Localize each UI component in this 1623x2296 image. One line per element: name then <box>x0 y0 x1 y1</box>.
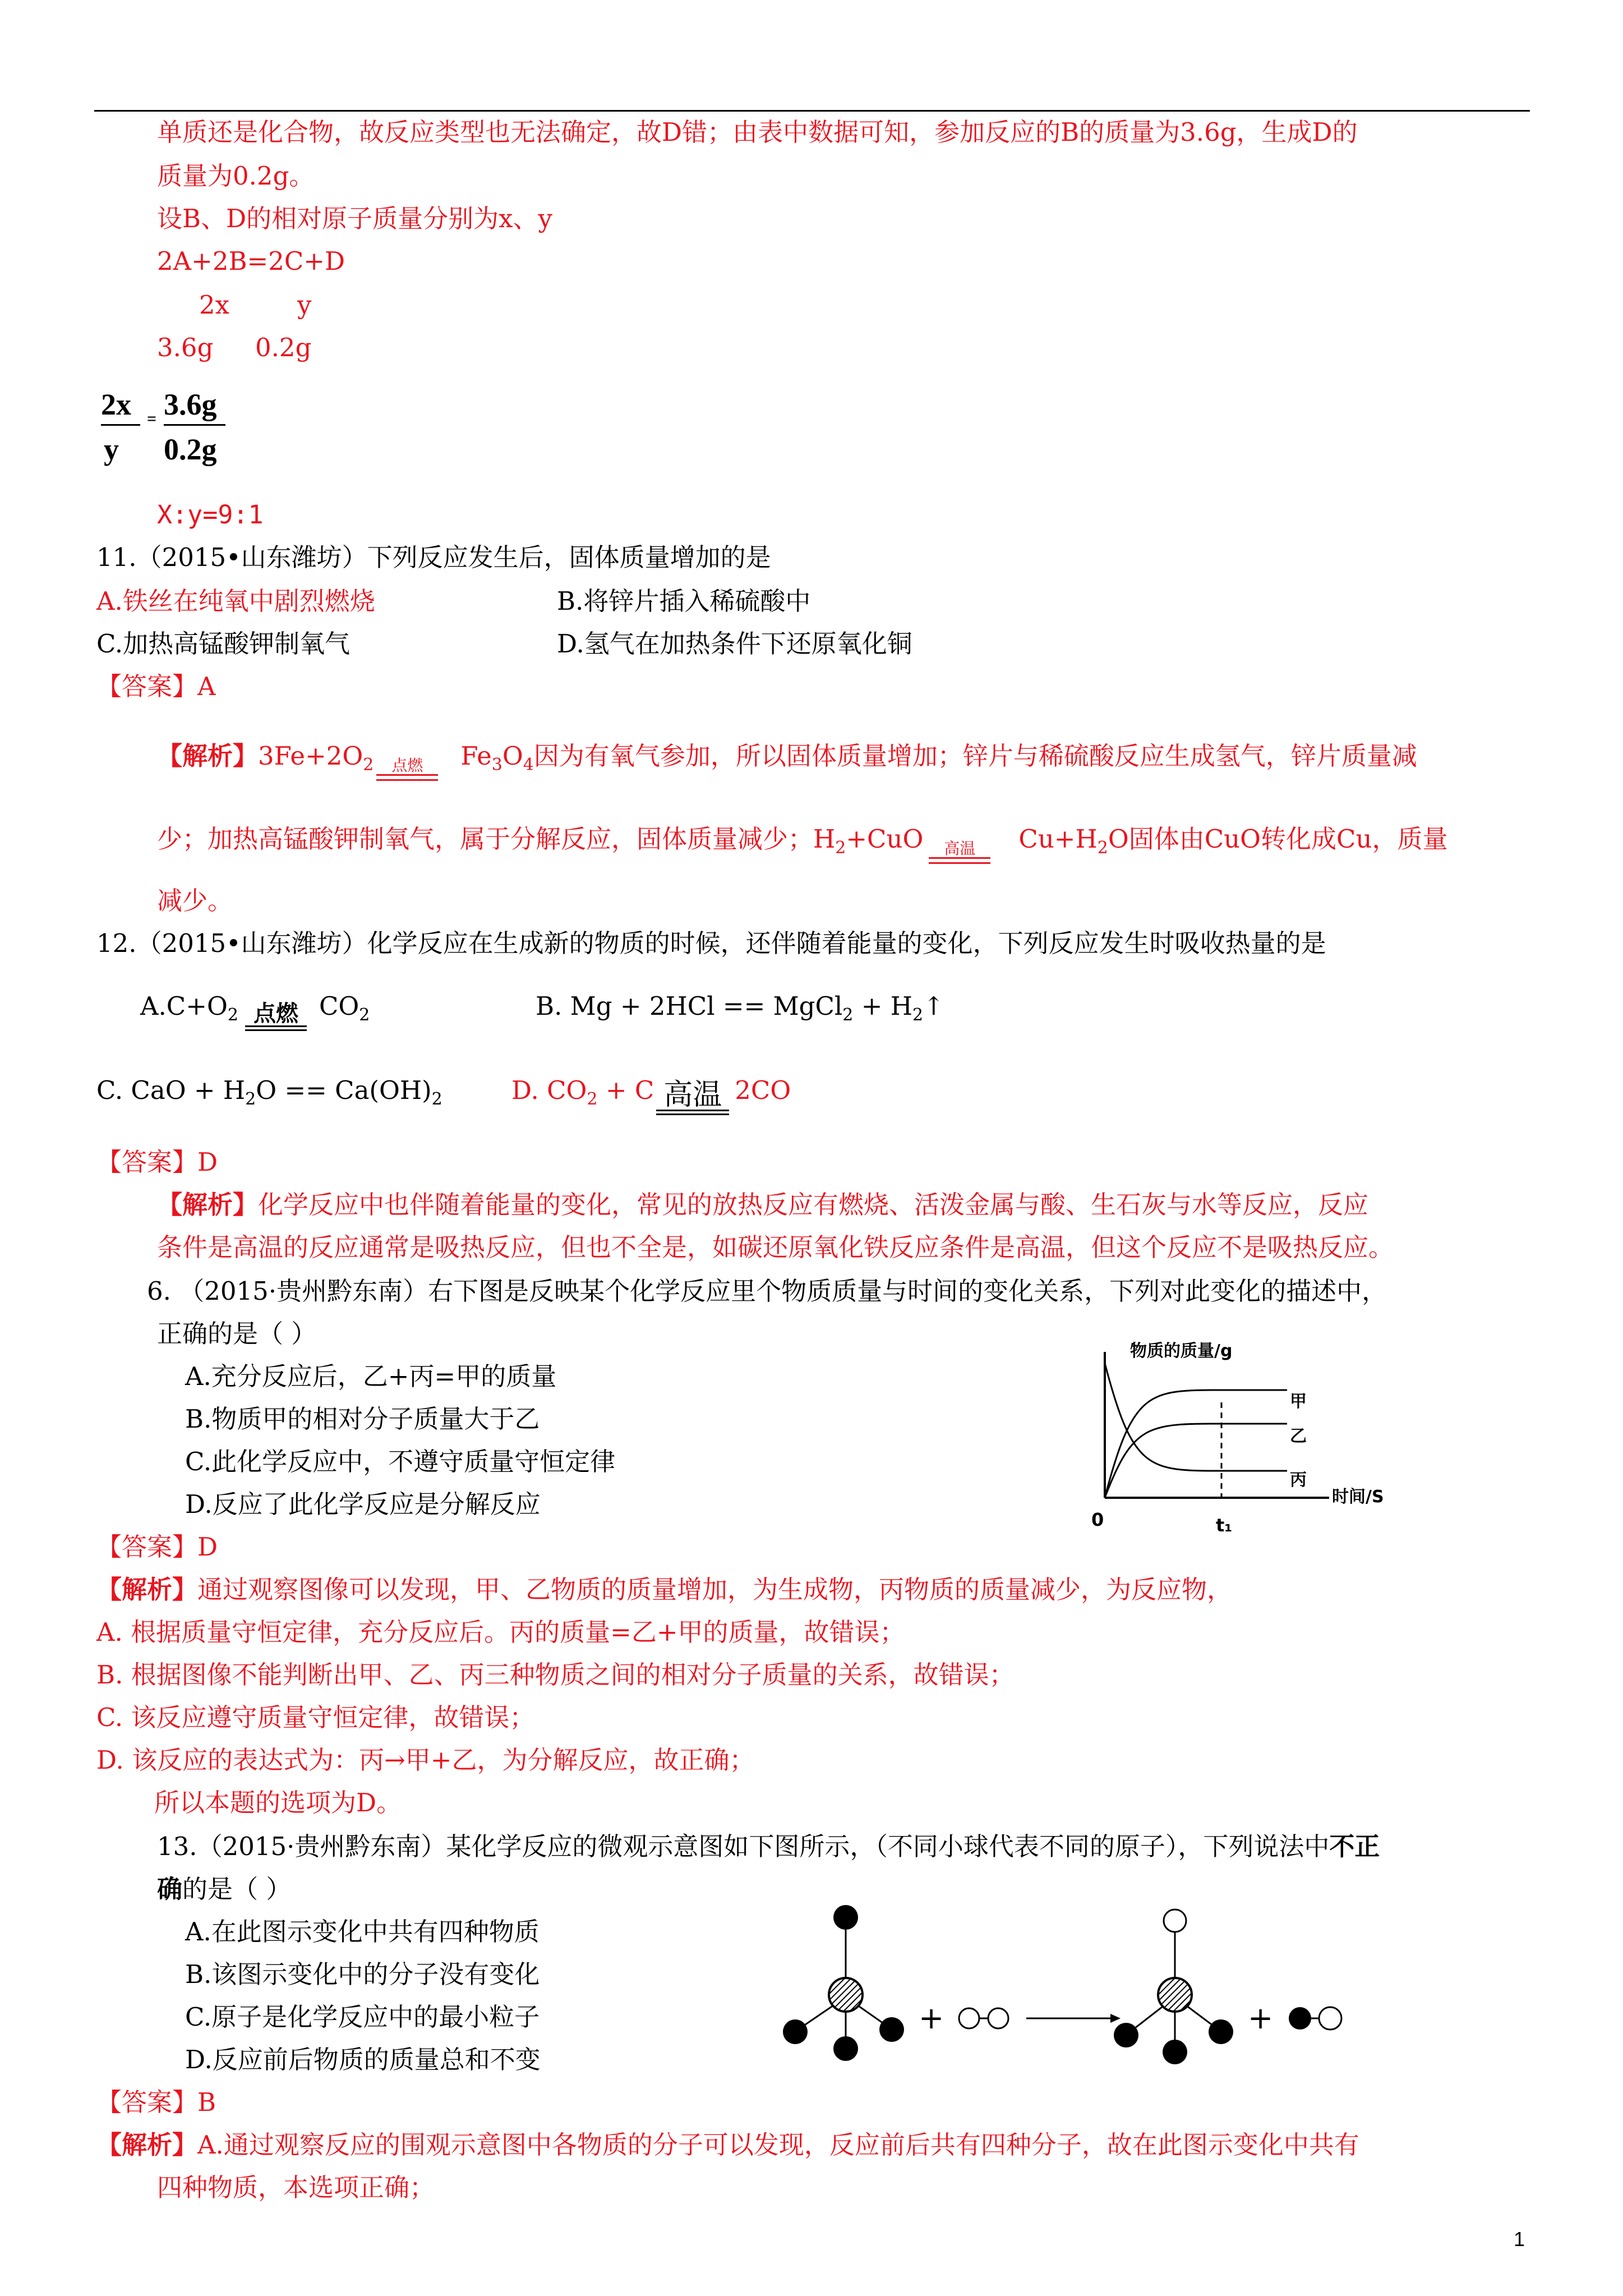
header-rule <box>94 110 1530 112</box>
fraction-denominator: 0.2g <box>164 432 217 466</box>
formula: +CuO <box>846 824 924 854</box>
option-a: A.充分反应后，乙+丙=甲的质量 <box>185 1361 557 1391</box>
product-diatomic-molecule <box>1289 2007 1341 2030</box>
option-a: A.在此图示变化中共有四种物质 <box>185 1917 540 1947</box>
y-axis-label: 物质的质量/g <box>1130 1341 1233 1361</box>
explanation-line: 减少。 <box>157 886 233 915</box>
explanation-tag: 【解析】 <box>157 1190 259 1220</box>
explanation-line: D. 该反应的表达式为：丙→甲+乙，为分解反应，故正确； <box>96 1745 755 1775</box>
explanation-line: 四种物质，本选项正确； <box>157 2173 435 2202</box>
text-line: 单质还是化合物，故反应类型也无法确定，故D错；由表中数据可知，参加反应的B的质量为3.6g，生成D的 <box>157 117 1358 147</box>
subscript: 2 <box>912 1005 924 1025</box>
question-6-stem: 正确的是（ ） <box>157 1319 317 1349</box>
subscript: 2 <box>227 1005 238 1025</box>
option-b <box>536 991 944 1031</box>
text: 的是（ ） <box>182 1874 292 1904</box>
option-b: B.将锌片插入稀硫酸中 <box>557 586 811 616</box>
text: 13.（2015·贵州黔东南）某化学反应的微观示意图如下图所示，（不同小球代表不同的原子），下列说法中 <box>157 1832 1330 1861</box>
explanation-line <box>157 823 1447 864</box>
formula: B. Mg + 2HCl == MgCl <box>536 991 843 1021</box>
equation-line: 2A+2B=2C+D <box>157 246 345 276</box>
text: 通过观察图像可以发现，甲、乙物质的质量增加，为生成物，丙物质的质量减少，为反应物， <box>197 1575 1233 1604</box>
emphasis-text: 确 <box>157 1874 183 1904</box>
page-number: 1 <box>1513 2228 1525 2251</box>
series-line-yi <box>1105 1424 1287 1498</box>
text: 化学反应中也伴随着能量的变化，常见的放热反应有燃烧、活泼金属与酸、生石灰与水等反应，反应 <box>258 1190 1369 1220</box>
ratio-label: y <box>297 290 312 320</box>
subscript: 2 <box>363 755 374 775</box>
option-d: D.氢气在加热条件下还原氧化铜 <box>557 629 912 659</box>
formula: CO <box>319 991 359 1021</box>
ratio-label: 2x <box>199 290 230 320</box>
answer-label: 【答案】B <box>96 2087 216 2117</box>
t1-label: t₁ <box>1216 1515 1233 1536</box>
mass-time-chart <box>1066 1329 1413 1537</box>
subscript: 2 <box>359 1005 370 1025</box>
condition-text: 点燃 <box>253 1000 298 1027</box>
formula: Fe <box>460 741 492 771</box>
explanation-tag: 【解析】 <box>96 2130 198 2160</box>
subscript: 2 <box>842 1005 854 1025</box>
molecule-reaction-diagram <box>774 1896 1531 2109</box>
text: O固体由CuO转化成Cu，质量 <box>1108 824 1448 854</box>
fraction-bar <box>164 424 225 426</box>
formula: C. CaO + H <box>96 1075 246 1105</box>
question-13-stem <box>157 1831 1380 1862</box>
text-line: 质量为0.2g。 <box>157 161 315 191</box>
formula: 3Fe+2O <box>258 741 363 771</box>
series-label-yi: 乙 <box>1290 1427 1307 1446</box>
fraction-numerator: 3.6g <box>164 388 217 421</box>
product-molecule <box>1114 1910 1233 2064</box>
origin-label: 0 <box>1091 1509 1104 1530</box>
text: 因为有氧气参加，所以固体质量增加；锌片与稀硫酸反应生成氢气，锌片质量减 <box>533 741 1417 771</box>
option-b: B.该图示变化中的分子没有变化 <box>185 1959 540 1989</box>
explanation-line: 所以本题的选项为D。 <box>154 1788 402 1818</box>
option-d: D.反应前后物质的质量总和不变 <box>185 2045 541 2074</box>
fraction-numerator: 2x <box>101 388 131 421</box>
question-6-stem: 6. （2015·贵州黔东南）右下图是反映某个化学反应里个物质质量与时间的变化关系，下列对此变化的描述中， <box>147 1276 1387 1306</box>
condition-bar <box>929 857 990 864</box>
plus-sign: + <box>1248 2000 1274 2036</box>
series-label-jia: 甲 <box>1290 1392 1307 1411</box>
emphasis-text: 不正 <box>1329 1832 1380 1861</box>
reaction-condition <box>245 1002 307 1031</box>
explanation-line <box>96 2129 1359 2161</box>
question-13-stem <box>157 1874 291 1905</box>
x-axis-label: 时间/S <box>1332 1487 1384 1507</box>
series-label-bing: 丙 <box>1290 1470 1307 1490</box>
explanation-line <box>96 1574 1232 1605</box>
subscript: 2 <box>1097 838 1108 858</box>
subscript: 2 <box>245 1089 256 1109</box>
option-a <box>140 991 370 1031</box>
mass-label: 3.6g <box>157 333 214 362</box>
reaction-condition <box>656 1080 729 1115</box>
text: 少；加热高锰酸钾制氧气，属于分解反应，固体质量减少；H <box>157 824 836 854</box>
question-12-stem: 12.（2015•山东潍坊）化学反应在生成新的物质的时候，还伴随着能量的变化，下列反应发生时吸收热量的是 <box>96 928 1326 958</box>
fraction-denominator: y <box>104 432 119 466</box>
explanation-line <box>157 740 1417 781</box>
option-b: B.物质甲的相对分子质量大于乙 <box>185 1404 540 1434</box>
reaction-arrow <box>1026 2014 1121 2023</box>
equals-sign: = <box>147 409 157 428</box>
option-c: C.加热高锰酸钾制氧气 <box>96 629 351 659</box>
explanation-line: 条件是高温的反应通常是吸热反应，但也不全是，如碳还原氧化铁反应条件是高温，但这个反应不是吸热反应。 <box>157 1232 1394 1262</box>
option-d: D.反应了此化学反应是分解反应 <box>185 1489 541 1519</box>
formula: Cu+H <box>1018 824 1098 854</box>
condition-text: 高温 <box>663 1078 722 1112</box>
text: A.通过观察反应的围观示意图中各物质的分子可以发现，反应前后共有四种分子，故在此图示变化中共有 <box>197 2130 1359 2160</box>
subscript: 2 <box>587 1089 598 1109</box>
formula: A.C+O <box>140 991 228 1021</box>
plus-sign: + <box>919 2000 944 2036</box>
answer-label: 【答案】A <box>96 671 216 701</box>
question-11-stem: 11.（2015•山东潍坊）下列反应发生后，固体质量增加的是 <box>96 542 771 572</box>
subscript: 2 <box>431 1089 442 1109</box>
formula: D. CO <box>511 1075 587 1105</box>
fraction-bar <box>101 424 140 426</box>
option-c: C.原子是化学反应中的最小粒子 <box>185 2002 540 2032</box>
formula: O <box>502 741 523 771</box>
mass-label: 0.2g <box>255 333 312 362</box>
series-line-bing <box>1105 1363 1287 1471</box>
subscript: 2 <box>835 838 846 858</box>
explanation-tag: 【解析】 <box>157 741 259 771</box>
subscript: 3 <box>491 755 502 775</box>
reaction-condition <box>376 757 438 781</box>
explanation-line: B. 根据图像不能判断出甲、乙、丙三种物质之间的相对分子质量的关系，故错误； <box>96 1660 1015 1690</box>
option-c: C.此化学反应中，不遵守质量守恒定律 <box>185 1447 616 1476</box>
condition-bar <box>376 774 438 781</box>
answer-label: 【答案】D <box>96 1147 218 1177</box>
subscript: 4 <box>523 755 534 775</box>
formula: 2CO <box>735 1075 791 1105</box>
formula: + H <box>853 991 912 1021</box>
result-line: X:y=9:1 <box>157 500 264 530</box>
condition-text: 点燃 <box>391 756 423 775</box>
option-d <box>511 1075 791 1115</box>
reactant-diatomic-molecule <box>959 2008 1008 2028</box>
text-line: 设B、D的相对原子质量分别为x、y <box>157 204 552 233</box>
condition-text: 高温 <box>944 839 976 858</box>
option-a: A.铁丝在纯氧中剧烈燃烧 <box>96 586 375 616</box>
reactant-molecule <box>783 1905 904 2061</box>
answer-label: 【答案】D <box>96 1532 218 1562</box>
option-c <box>96 1075 442 1115</box>
gas-arrow: ↑ <box>923 991 944 1021</box>
explanation-tag: 【解析】 <box>96 1575 198 1604</box>
explanation-line: A. 根据质量守恒定律，充分反应后。丙的质量=乙+甲的质量，故错误； <box>96 1617 905 1647</box>
explanation-line <box>157 1189 1368 1221</box>
reaction-condition <box>929 840 990 864</box>
explanation-line: C. 该反应遵守质量守恒定律，故错误； <box>96 1703 535 1732</box>
formula: O == Ca(OH) <box>256 1075 432 1105</box>
formula: + C <box>597 1075 654 1105</box>
